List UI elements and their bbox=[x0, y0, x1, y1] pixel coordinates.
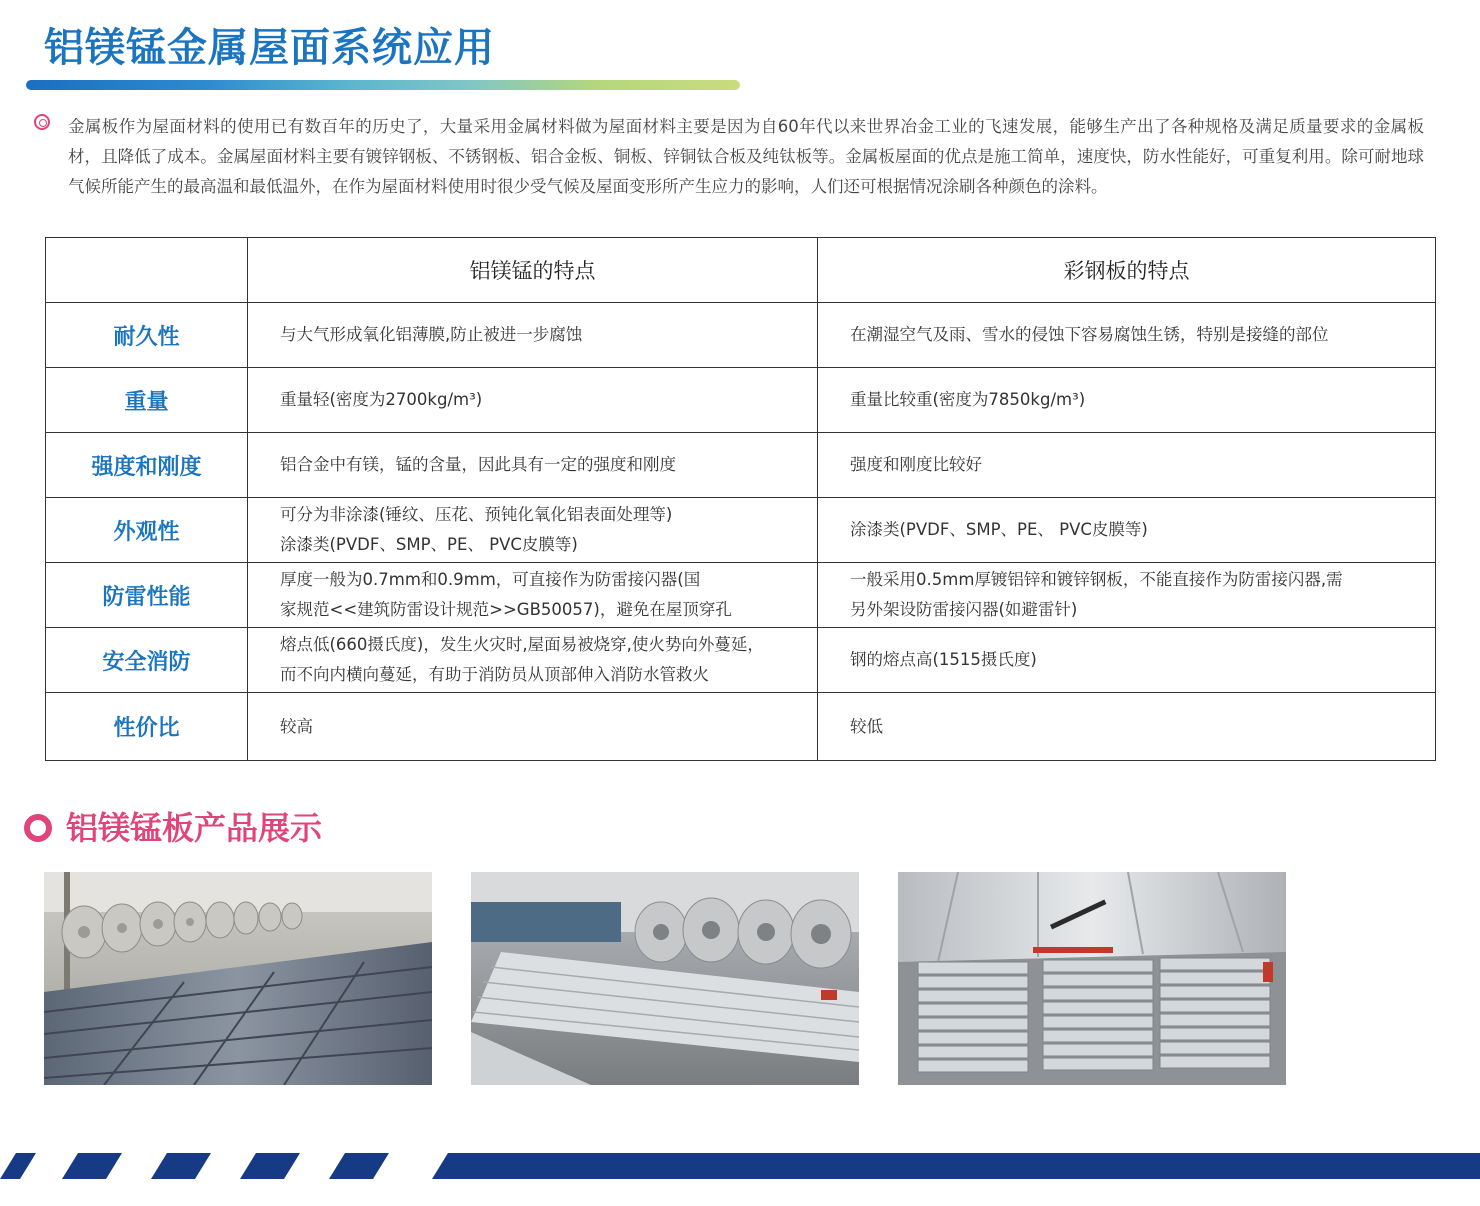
header-empty-cell bbox=[46, 238, 248, 303]
cell-line: 铝合金中有镁，锰的含量，因此具有一定的强度和刚度 bbox=[280, 455, 676, 474]
cell-line: 较低 bbox=[850, 716, 883, 736]
cell-line: 重量轻(密度为2700kg/m³) bbox=[280, 390, 483, 409]
product-photo-2 bbox=[471, 872, 859, 1085]
table-row bbox=[46, 303, 1436, 368]
cell-color-steel bbox=[818, 303, 1436, 368]
cell-line: 熔点低(660摄氏度)，发生火灾时,屋面易被烧穿,使火势向外蔓延， bbox=[280, 635, 764, 654]
row-label-lightning: 防雷性能 bbox=[46, 563, 248, 628]
table-row bbox=[46, 563, 1436, 628]
cell-color-steel bbox=[818, 563, 1436, 628]
ring-bullet-icon bbox=[24, 814, 52, 842]
header-almgmn-features: 铝镁锰的特点 bbox=[248, 238, 818, 303]
cell-line: 较高 bbox=[280, 716, 313, 736]
cell-color-steel bbox=[818, 368, 1436, 433]
intro-text: 金属板作为屋面材料的使用已有数百年的历史了，大量采用金属材料做为屋面材料主要是因为自60年代以来世界冶金工业的飞速发展，能够生产出了各种规格及满足质量要求的金属板材，且降低了成本。金属屋面材料主要有镀锌钢板、不锈钢板、铝合金板、铜板、锌铜钛合板及纯钛板等。金属板屋面的优点是施工简单，速度快，防水性能好，可重复利用。除可耐地球气候所能产生的最高温和最低温外，在作为屋面材料使用时很少受气候及屋面变形所产生应力的影响，人们还可根据情况涂刷各种颜色的涂料。 bbox=[68, 117, 1424, 196]
cell-almgmn bbox=[248, 368, 818, 433]
cell-almgmn bbox=[248, 303, 818, 368]
cell-color-steel bbox=[818, 433, 1436, 498]
table-row bbox=[46, 498, 1436, 563]
row-label-strength: 强度和刚度 bbox=[46, 433, 248, 498]
header-color-steel-features: 彩钢板的特点 bbox=[818, 238, 1436, 303]
cell-line: 另外架设防雷接闪器(如避雷针) bbox=[850, 600, 1078, 619]
cell-line: 在潮湿空气及雨、雪水的侵蚀下容易腐蚀生锈，特别是接缝的部位 bbox=[850, 325, 1329, 344]
product-photo-3 bbox=[898, 872, 1286, 1085]
cell-line: 而不向内横向蔓延，有助于消防员从顶部伸入消防水管救火 bbox=[280, 665, 709, 684]
cell-line: 厚度一般为0.7mm和0.9mm，可直接作为防雷接闪器(国 bbox=[280, 570, 701, 589]
row-label-durability: 耐久性 bbox=[46, 303, 248, 368]
cell-color-steel bbox=[818, 628, 1436, 693]
title-underline-gradient bbox=[26, 80, 740, 90]
cell-color-steel bbox=[818, 498, 1436, 563]
cell-line: 可分为非涂漆(锤纹、压花、预钝化氧化铝表面处理等) bbox=[280, 505, 673, 524]
page-title: 铝镁锰金属屋面系统应用 bbox=[44, 25, 495, 71]
row-label-weight: 重量 bbox=[46, 368, 248, 433]
cell-line: 重量比较重(密度为7850kg/m³) bbox=[850, 390, 1086, 409]
bottom-stripe-band bbox=[0, 1153, 1480, 1179]
cell-line: 一般采用0.5mm厚镀铝锌和镀锌钢板，不能直接作为防雷接闪器,需 bbox=[850, 570, 1343, 589]
row-label-fire-safety: 安全消防 bbox=[46, 628, 248, 693]
table-row bbox=[46, 433, 1436, 498]
cell-line: 强度和刚度比较好 bbox=[850, 455, 982, 474]
products-title: 铝镁锰板产品展示 bbox=[66, 809, 323, 847]
cell-almgmn bbox=[248, 628, 818, 693]
cell-almgmn bbox=[248, 498, 818, 563]
table-header-row bbox=[46, 238, 1436, 303]
cell-line: 与大气形成氧化铝薄膜,防止被进一步腐蚀 bbox=[280, 325, 583, 344]
cell-line: 涂漆类(PVDF、SMP、PE、 PVC皮膜等) bbox=[850, 520, 1148, 539]
cell-almgmn bbox=[248, 563, 818, 628]
cell-line: 涂漆类(PVDF、SMP、PE、 PVC皮膜等) bbox=[280, 535, 578, 554]
cell-line: 钢的熔点高(1515摄氏度) bbox=[850, 650, 1037, 669]
comparison-table bbox=[45, 237, 1436, 761]
cell-almgmn bbox=[248, 693, 818, 761]
table-row bbox=[46, 693, 1436, 761]
table-row bbox=[46, 628, 1436, 693]
row-label-cost-performance: 性价比 bbox=[46, 693, 248, 761]
table-row bbox=[46, 368, 1436, 433]
row-label-appearance: 外观性 bbox=[46, 498, 248, 563]
double-circle-bullet-icon bbox=[34, 114, 50, 130]
cell-line: 家规范<<建筑防雷设计规范>>GB50057)，避免在屋顶穿孔 bbox=[280, 600, 732, 619]
cell-color-steel bbox=[818, 693, 1436, 761]
product-photo-1 bbox=[44, 872, 432, 1085]
cell-almgmn bbox=[248, 433, 818, 498]
